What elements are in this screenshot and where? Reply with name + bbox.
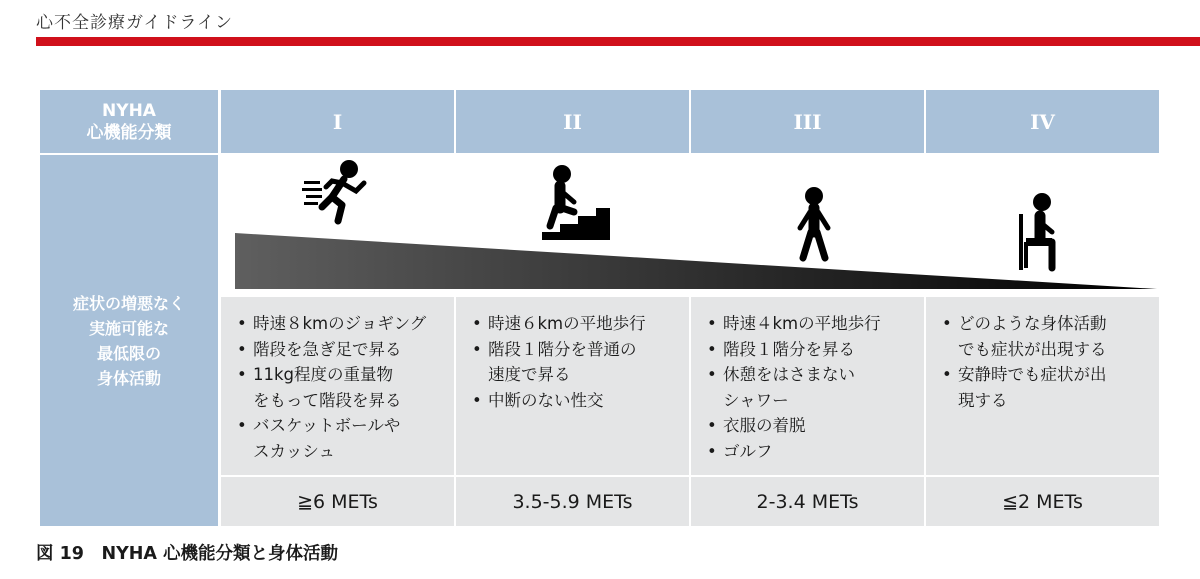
class-header-4 bbox=[926, 90, 1159, 153]
activities-cell-2 bbox=[456, 297, 689, 475]
side-label-line-2: 実施可能な bbox=[88, 318, 169, 338]
activity-item: • 階段を急ぎ足で昇る bbox=[235, 337, 446, 363]
walking-person-icon bbox=[794, 186, 834, 262]
mets-value: ≦2 METs bbox=[1002, 490, 1083, 513]
corner-label-line-1: NYHA bbox=[102, 100, 156, 121]
activity-item: • 時速６kmの平地歩行 bbox=[470, 311, 681, 337]
mets-cell-1 bbox=[221, 477, 454, 526]
figure-caption: 図 19 NYHA 心機能分類と身体活動 bbox=[36, 544, 339, 564]
class-label-2: II bbox=[563, 109, 582, 134]
activity-item: • 時速８kmのジョギング bbox=[235, 311, 446, 337]
header-red-rule bbox=[36, 37, 1200, 46]
activity-item: • 安静時でも症状が出 現する bbox=[940, 362, 1151, 413]
activities-cell-4 bbox=[926, 297, 1159, 475]
mets-cell-3 bbox=[691, 477, 924, 526]
mets-value: 2-3.4 METs bbox=[756, 490, 859, 513]
class-header-2 bbox=[456, 90, 689, 153]
corner-label-line-2: 心機能分類 bbox=[86, 122, 172, 143]
corner-header bbox=[40, 90, 218, 153]
activities-cell-3 bbox=[691, 297, 924, 475]
class-label-1: I bbox=[332, 109, 343, 134]
document-header-title: 心不全診療ガイドライン bbox=[36, 13, 233, 33]
seated-person-icon bbox=[1016, 192, 1062, 272]
person-climbing-stairs-icon bbox=[540, 162, 612, 242]
mets-value: ≧6 METs bbox=[297, 490, 378, 513]
activity-item: • どのような身体活動 でも症状が出現する bbox=[940, 311, 1151, 362]
mets-cell-4 bbox=[926, 477, 1159, 526]
mets-cell-2 bbox=[456, 477, 689, 526]
activity-item: • 階段１階分を昇る bbox=[705, 337, 916, 363]
activity-item: • 休憩をはさまない シャワー bbox=[705, 362, 916, 413]
class-header-1 bbox=[221, 90, 454, 153]
side-label-line-1: 症状の増悪なく bbox=[72, 293, 185, 313]
activity-item: • 時速４kmの平地歩行 bbox=[705, 311, 916, 337]
activity-item: • 中断のない性交 bbox=[470, 388, 681, 414]
class-label-4: IV bbox=[1030, 109, 1055, 134]
activity-item: • バスケットボールや スカッシュ bbox=[235, 413, 446, 464]
activity-item: • 11kg程度の重量物 をもって階段を昇る bbox=[235, 362, 446, 413]
activities-cell-1 bbox=[221, 297, 454, 475]
side-label-line-3: 最低限の bbox=[96, 343, 161, 363]
activity-item: • ゴルフ bbox=[705, 439, 916, 465]
activity-item: • 衣服の着脱 bbox=[705, 413, 916, 439]
class-header-3 bbox=[691, 90, 924, 153]
mets-value: 3.5-5.9 METs bbox=[512, 490, 633, 513]
class-label-3: III bbox=[793, 109, 822, 134]
running-person-icon bbox=[298, 155, 374, 225]
side-label bbox=[40, 155, 218, 526]
activity-item: • 階段１階分を普通の 速度で昇る bbox=[470, 337, 681, 388]
side-label-line-4: 身体活動 bbox=[96, 368, 161, 388]
